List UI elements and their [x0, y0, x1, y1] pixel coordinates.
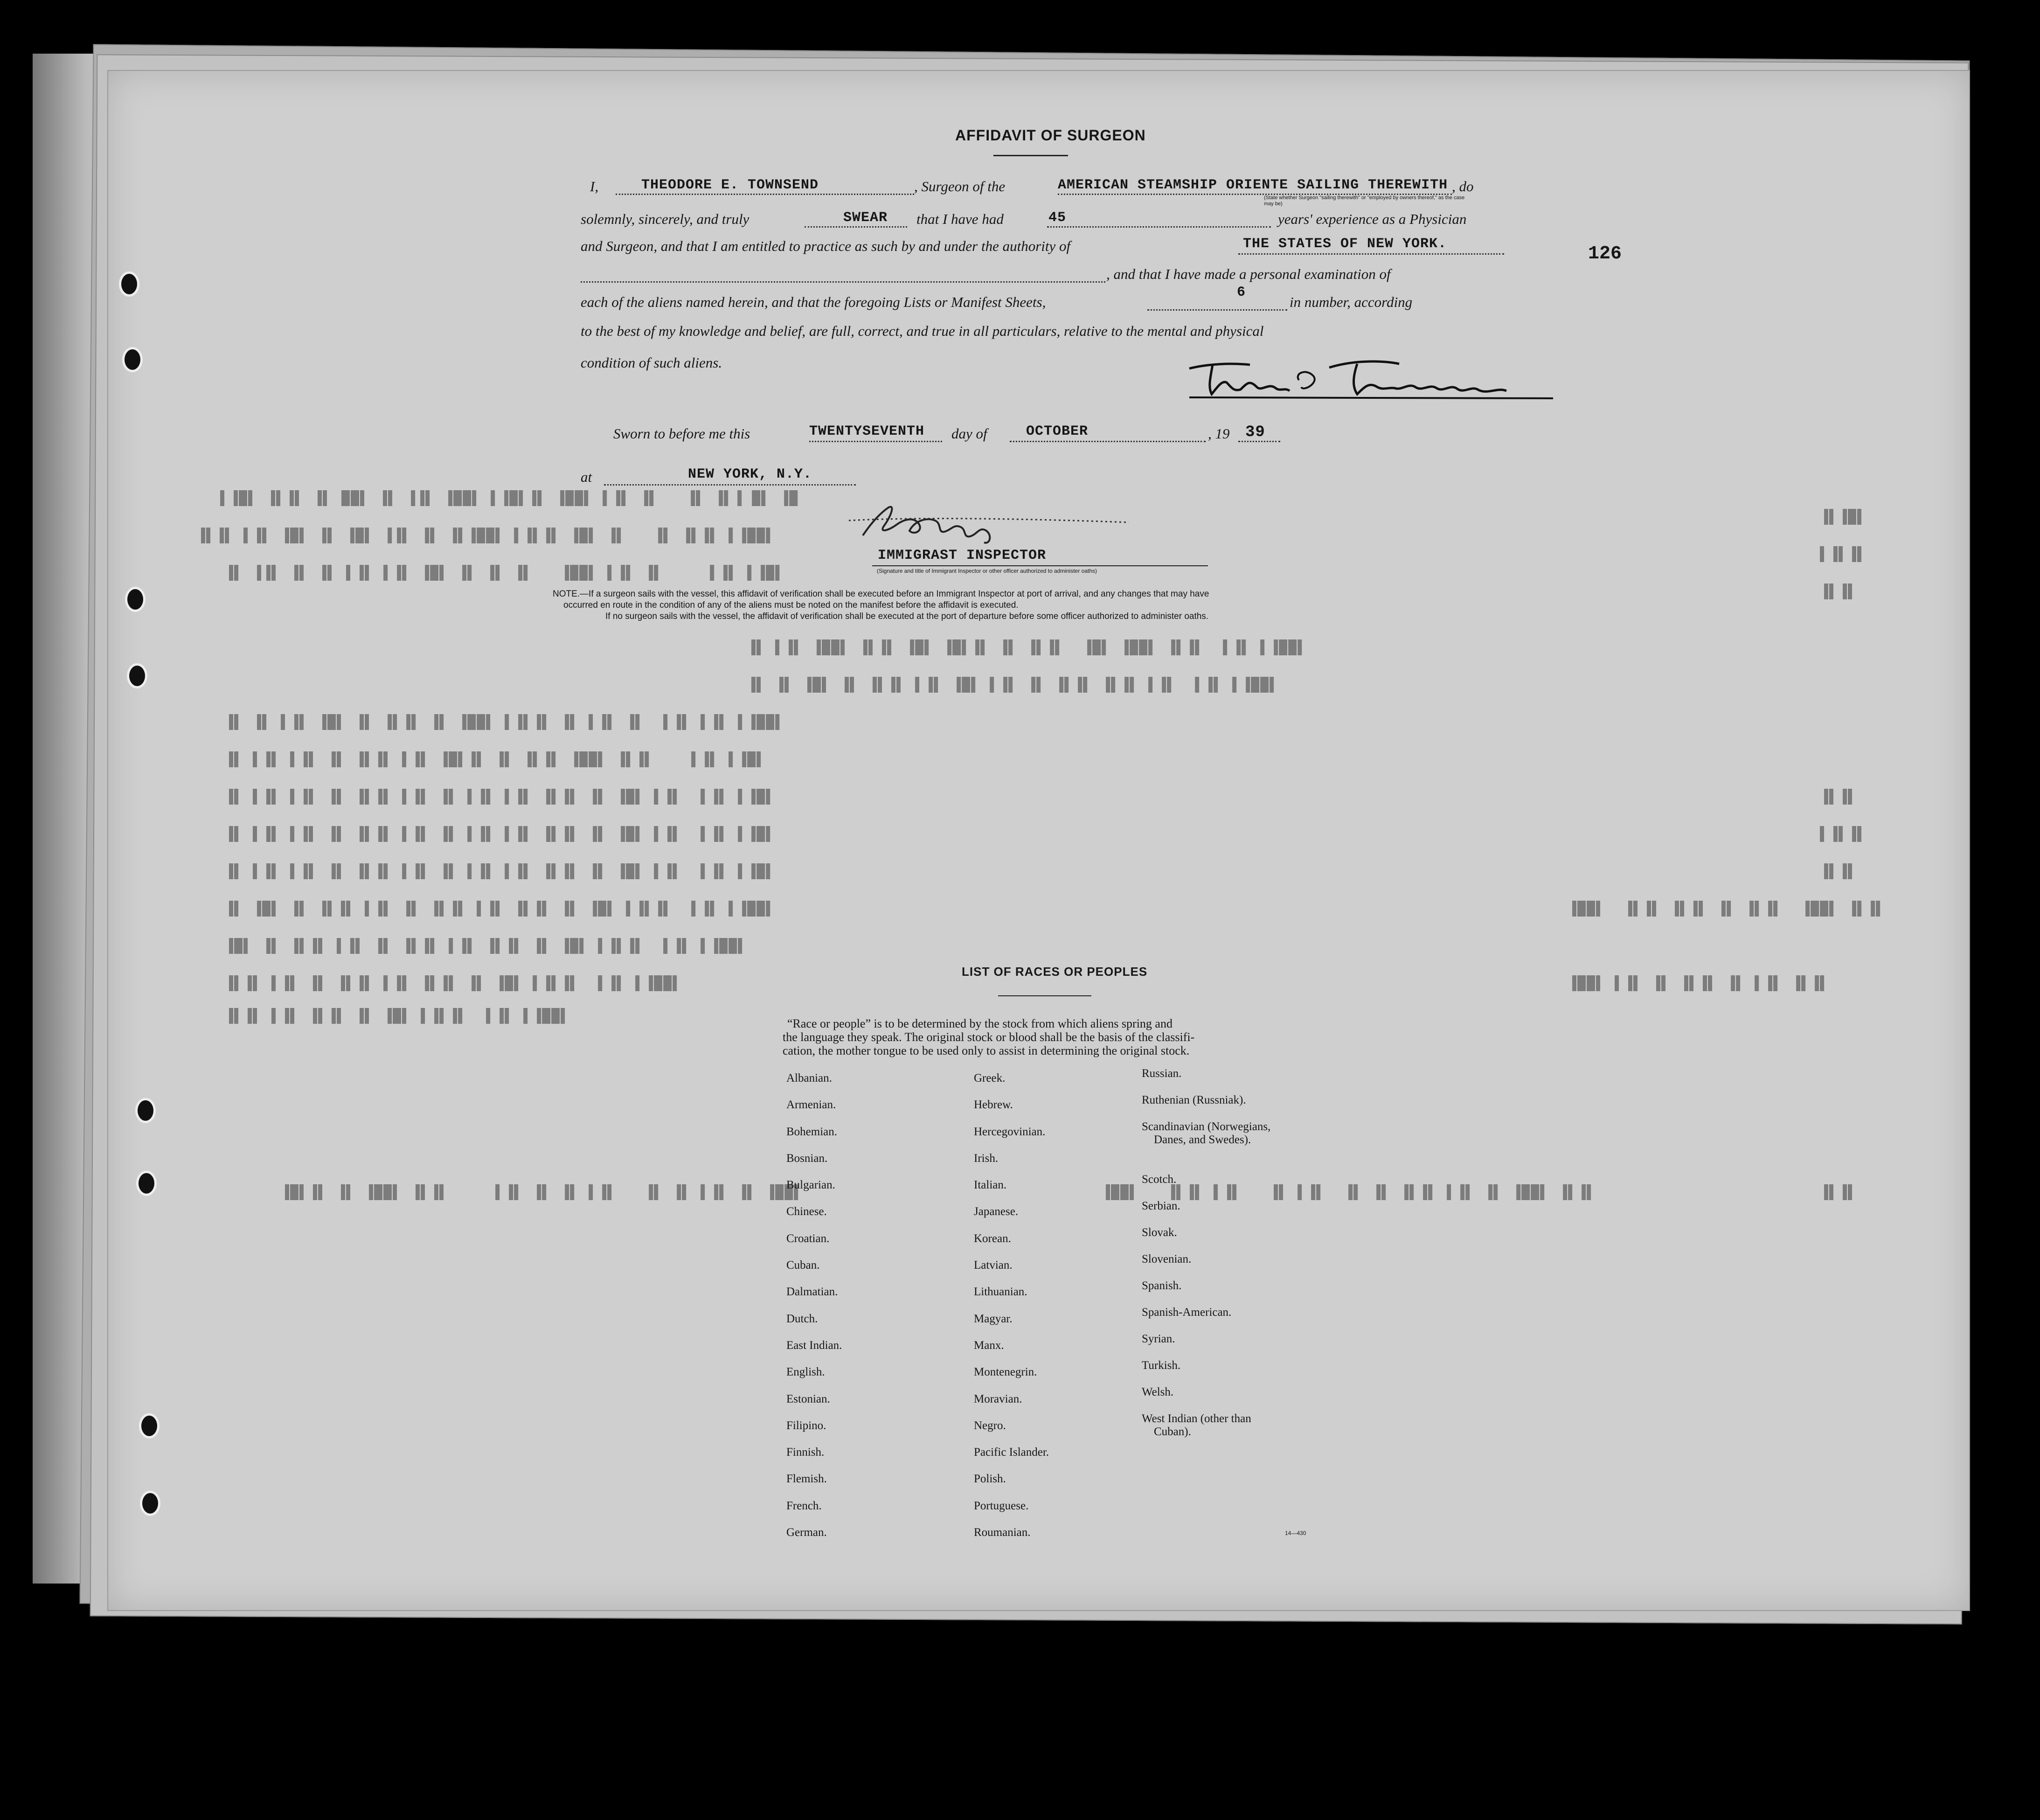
blank-line [1047, 226, 1271, 228]
races-intro-3: cation, the mother tongue to be used only to assist in determining the original stock. [783, 1044, 1190, 1057]
race-item: Spanish. [1142, 1279, 1182, 1292]
race-item: Turkish. [1142, 1359, 1181, 1372]
sworn-lead: Sworn to before me this [613, 425, 750, 442]
race-item: Scandinavian (Norwegians, [1142, 1120, 1271, 1133]
do-text: , do [1452, 178, 1474, 195]
sworn-day: TWENTYSEVENTH [809, 424, 925, 439]
race-item: Korean. [974, 1232, 1011, 1245]
race-item: Finnish. [786, 1446, 825, 1459]
race-item: Bohemian. [786, 1125, 838, 1138]
sworn-place: NEW YORK, N.Y. [688, 466, 812, 482]
race-item: Albanian. [786, 1072, 832, 1084]
note-line-3: If no surgeon sails with the vessel, the affidavit of verification shall be executed at the port of departure before some officer authorized to administer oaths. [605, 611, 1209, 621]
blank-line [616, 194, 914, 195]
races-column-1 [786, 1072, 842, 1553]
sworn-at: at [581, 469, 592, 485]
blank-line [809, 441, 942, 442]
punch-hole [136, 1171, 157, 1196]
race-item: Flemish. [786, 1473, 827, 1486]
race-item: Lithuanian. [974, 1285, 1027, 1299]
race-item: Dutch. [786, 1312, 818, 1325]
affidavit-line4: , and that I have made a personal examination of [1106, 266, 1391, 282]
surgeon-name: THEODORE E. TOWNSEND [641, 177, 819, 193]
sheet-count: 6 [1237, 285, 1246, 300]
vessel-name: AMERICAN STEAMSHIP ORIENTE SAILING THEREWITH [1058, 177, 1448, 193]
surgeon-signature [1180, 354, 1562, 406]
blank-line [1238, 253, 1504, 255]
race-item: English. [786, 1366, 825, 1379]
affidavit-line7: condition of such aliens. [581, 354, 722, 371]
blank-line [581, 281, 1105, 283]
affidavit-line2-b: that I have had [916, 211, 1004, 227]
form-number: 14—430 [1285, 1530, 1306, 1536]
inspector-caption: (Signature and title of Immigrant Inspector or other officer authorized to administer oaths) [877, 568, 1097, 574]
authority: THE STATES OF NEW YORK. [1243, 236, 1447, 252]
races-column-2 [974, 1072, 1049, 1553]
race-item: Roumanian. [974, 1526, 1031, 1539]
race-item: Armenian. [786, 1098, 836, 1111]
race-item: Filipino. [786, 1419, 826, 1432]
blank-line [1010, 441, 1206, 442]
years-experience: 45 [1048, 210, 1067, 226]
inspector-signature [844, 498, 1133, 549]
race-item: Moravian. [974, 1392, 1022, 1405]
punch-hole [127, 663, 147, 688]
race-item: Polish. [974, 1473, 1006, 1486]
blank-line [1147, 309, 1287, 311]
race-item: Manx. [974, 1339, 1004, 1352]
race-item: Negro. [974, 1419, 1006, 1432]
race-item: Spanish-American. [1142, 1306, 1232, 1319]
punch-hole [119, 271, 139, 297]
race-item: West Indian (other than [1142, 1412, 1251, 1425]
races-rule [998, 995, 1091, 996]
race-item: Italian. [974, 1179, 1007, 1192]
race-item: Slovenian. [1142, 1253, 1192, 1265]
page-number: 126 [1588, 243, 1622, 264]
affidavit-line6: to the best of my knowledge and belief, are full, correct, and true in all particulars, relative to the mental and physical [581, 323, 1264, 339]
race-item: Chinese. [786, 1205, 827, 1218]
race-item: Bosnian. [786, 1152, 828, 1165]
affidavit-line3: and Surgeon, and that I am entitled to practice as such by and under the authority of [581, 238, 1071, 254]
race-item: East Indian. [786, 1339, 842, 1352]
race-item: Syrian. [1142, 1333, 1175, 1345]
affidavit-line5-b: in number, according [1290, 294, 1413, 310]
note-line-1: NOTE.—If a surgeon sails with the vessel, this affidavit of verification shall be executed before an Immigrant Inspector at port of arrival, and any changes that may have [553, 589, 1209, 599]
note-line-2: occurred en route in the condition of any of the aliens must be noted on the manifest before the affidavit is executed. [563, 600, 1019, 610]
races-column-3 [1142, 1067, 1270, 1438]
race-item: Latvian. [974, 1259, 1013, 1272]
race-item: Slovak. [1142, 1226, 1177, 1239]
race-item: Bulgarian. [786, 1179, 835, 1192]
race-item: Croatian. [786, 1232, 830, 1245]
race-item: Greek. [974, 1072, 1006, 1084]
punch-hole [135, 1098, 156, 1123]
races-title: LIST OF RACES OR PEOPLES [962, 965, 1148, 979]
punch-hole [125, 587, 146, 612]
race-item: Magyar. [974, 1312, 1013, 1325]
sworn-year-prefix: , 19 [1208, 425, 1230, 442]
race-item: Hebrew. [974, 1098, 1013, 1111]
inspector-rule [872, 565, 1208, 566]
inspector-title: IMMIGRAST INSPECTOR [878, 548, 1047, 563]
punch-hole [122, 347, 143, 372]
race-item: Russian. [1142, 1067, 1182, 1080]
vessel-note: (State whether Surgeon "sailing therewith" or "employed by owners thereof," as the case may be) [1264, 195, 1465, 207]
sworn-year: 39 [1245, 424, 1265, 441]
race-item: Cuban). [1154, 1425, 1191, 1438]
race-item: Montenegrin. [974, 1366, 1037, 1379]
blank-line [604, 484, 856, 486]
race-item: Serbian. [1142, 1200, 1180, 1212]
affidavit-line2-a: solemnly, sincerely, and truly [581, 211, 749, 227]
sworn-month: OCTOBER [1026, 424, 1089, 439]
race-item: Dalmatian. [786, 1285, 838, 1299]
race-item: Welsh. [1142, 1386, 1174, 1398]
race-item: Hercegovinian. [974, 1125, 1046, 1138]
blank-line [805, 226, 907, 228]
punch-hole [140, 1491, 160, 1516]
surgeon-of-text: , Surgeon of the [914, 178, 1006, 195]
race-item: German. [786, 1526, 827, 1539]
document-title: AFFIDAVIT OF SURGEON [955, 127, 1146, 144]
race-item: French. [786, 1499, 822, 1512]
affidavit-i: I, [590, 178, 599, 195]
race-item: Pacific Islander. [974, 1446, 1049, 1459]
race-item: Scotch. [1142, 1173, 1177, 1186]
race-item: Irish. [974, 1152, 999, 1165]
oath-word: SWEAR [843, 210, 888, 226]
races-intro-1: “Race or people” is to be determined by the stock from which aliens spring and [787, 1017, 1173, 1030]
title-rule [993, 155, 1068, 156]
race-item: Ruthenian (Russniak). [1142, 1094, 1246, 1106]
affidavit-line2-c: years' experience as a Physician [1278, 211, 1467, 227]
affidavit-line5-a: each of the aliens named herein, and that the foregoing Lists or Manifest Sheets, [581, 294, 1046, 310]
race-item: Portuguese. [974, 1499, 1029, 1512]
race-item: Estonian. [786, 1392, 830, 1405]
race-item: Japanese. [974, 1205, 1019, 1218]
race-item: Danes, and Swedes). [1154, 1133, 1251, 1146]
races-intro-2: the language they speak. The original stock or blood shall be the basis of the classifi- [783, 1030, 1195, 1044]
race-item: Cuban. [786, 1259, 820, 1272]
punch-hole [139, 1413, 160, 1438]
sworn-day-of: day of [951, 425, 987, 442]
